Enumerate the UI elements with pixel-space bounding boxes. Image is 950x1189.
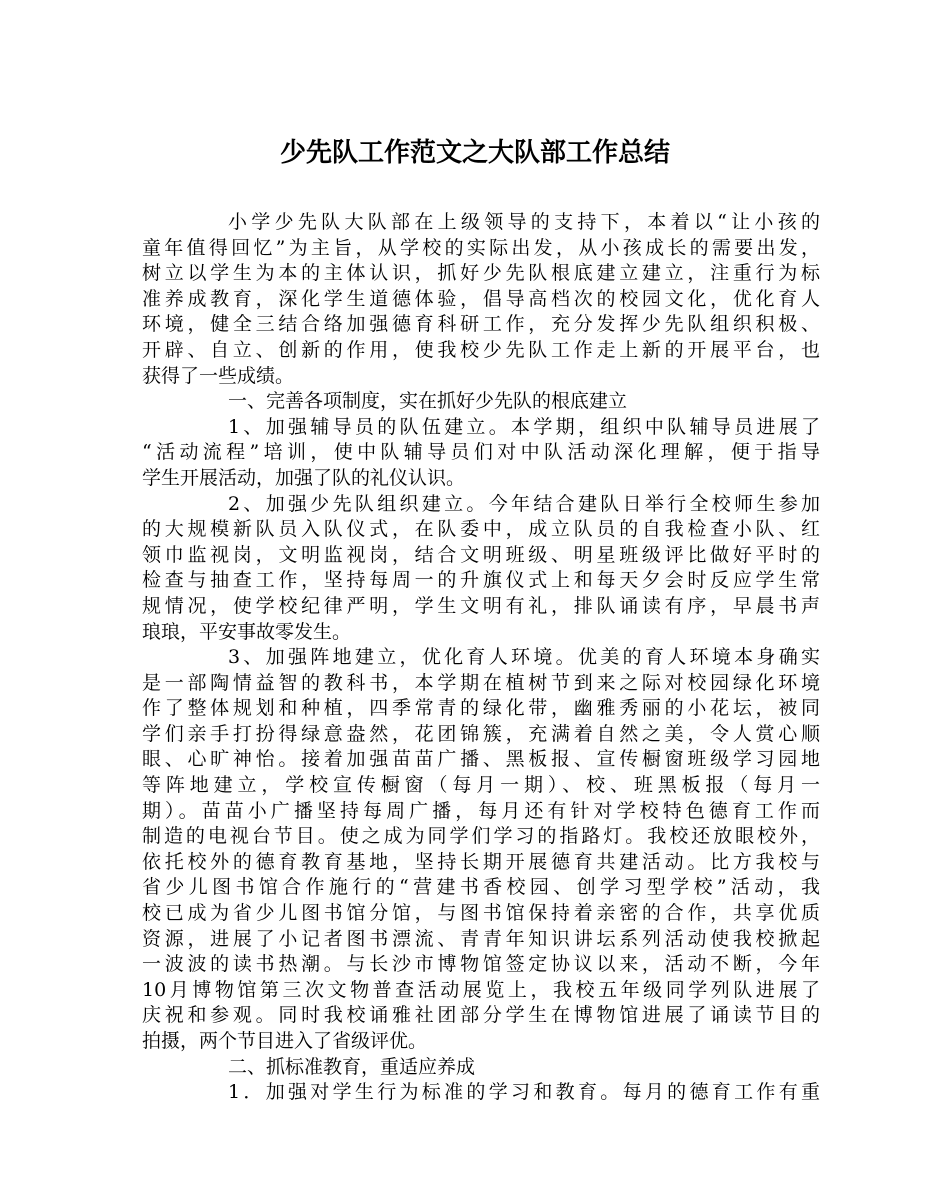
- body-text-line: 拍摄，两个节目进入了省级评优。: [142, 1030, 428, 1052]
- body-text-line: 规情况，使学校纪律严明，学生文明有礼，排队诵读有序，早晨书声: [142, 594, 820, 617]
- body-text-line: 开辟、自立、创新的作用，使我校少先队工作走上新的开展平台，也: [142, 338, 820, 361]
- body-text-line: 资源，进展了小记者图书漂流、青青年知识讲坛系列活动使我校掀起: [142, 927, 820, 950]
- body-text-line: 庆祝和参观。同时我校诵雅社团部分学生在博物馆进展了诵读节目的: [142, 1004, 820, 1027]
- body-text-line: 小学少先队大队部在上级领导的支持下，本着以“让小孩的: [228, 211, 820, 233]
- body-text-line: 一波波的读书热潮。与长沙市博物馆签定协议以来，活动不断，今年: [142, 953, 820, 976]
- body-text-line: 3、加强阵地建立，优化育人环境。优美的育人环境本身确实: [228, 646, 820, 669]
- body-text-line: 学生开展活动，加强了队的礼仪认识。: [142, 466, 466, 489]
- body-text-line: 环境，健全三结合络加强德育科研工作，充分发挥少先队组织积极、: [142, 313, 820, 336]
- body-text-line: 学们亲手打扮得绿意盎然，花团锦簇，充满着自然之美，令人赏心顺: [142, 722, 820, 745]
- body-text-line: 校已成为省少儿图书馆分馆，与图书馆保持着亲密的合作，共享优质: [142, 902, 820, 925]
- body-text-line: 的大规模新队员入队仪式，在队委中，成立队员的自我检查小队、红: [142, 518, 820, 541]
- body-text-line: 1．加强对学生行为标准的学习和教育。每月的德育工作有重: [228, 1081, 820, 1104]
- document-title: 少先队工作范文之大队部工作总结: [279, 138, 670, 168]
- body-text-line: 准养成教育，深化学生道德体验，倡导高档次的校园文化，优化育人: [142, 287, 820, 310]
- body-text-line: 树立以学生为本的主体认识，抓好少先队根底建立建立，注重行为标: [142, 262, 820, 285]
- body-text-line: 省少儿图书馆合作施行的“营建书香校园、创学习型学校”活动，我: [142, 876, 820, 899]
- body-text-line: 1、加强辅导员的队伍建立。本学期，组织中队辅导员进展了: [228, 415, 820, 438]
- body-text-line: 二、抓标准教育，重适应养成: [228, 1055, 476, 1078]
- body-text-line: 10月博物馆第三次文物普查活动展览上，我校五年级同学列队进展了: [142, 978, 820, 1001]
- document-body: [142, 210, 820, 1106]
- body-text-line: 等阵地建立，学校宣传橱窗（每月一期）、校、班黑板报（每月一: [142, 774, 820, 797]
- body-text-line: 童年值得回忆”为主旨，从学校的实际出发，从小孩成长的需要出发，: [142, 236, 820, 259]
- body-text-line: 是一部陶情益智的教科书，本学期在植树节到来之际对校园绿化环境: [142, 671, 820, 694]
- body-text-line: 2、加强少先队组织建立。今年结合建队日举行全校师生参加: [228, 492, 820, 515]
- body-text-line: 检查与抽查工作，坚持每周一的升旗仪式上和每天夕会时反应学生常: [142, 569, 820, 592]
- body-text-line: 一、完善各项制度，实在抓好少先队的根底建立: [228, 390, 628, 413]
- body-text-line: 眼、心旷神怡。接着加强苗苗广播、黑板报、宣传橱窗班级学习园地: [142, 748, 820, 771]
- body-text-line: 制造的电视台节目。使之成为同学们学习的指路灯。我校还放眼校外，: [142, 825, 820, 848]
- body-text-line: 期）。苗苗小广播坚持每周广播，每月还有针对学校特色德育工作而: [142, 799, 820, 822]
- body-text-line: 琅琅，平安事故零发生。: [142, 620, 352, 643]
- body-text-line: “活动流程”培训，使中队辅导员们对中队活动深化理解，便于指导: [142, 441, 820, 464]
- body-text-line: 作了整体规划和种植，四季常青的绿化带，幽雅秀丽的小花坛，被同: [142, 697, 820, 720]
- body-text-line: 领巾监视岗，文明监视岗，结合文明班级、明星班级评比做好平时的: [142, 543, 820, 566]
- body-text-line: 获得了一些成绩。: [142, 364, 295, 387]
- body-text-line: 依托校外的德育教育基地，坚持长期开展德育共建活动。比方我校与: [142, 850, 820, 873]
